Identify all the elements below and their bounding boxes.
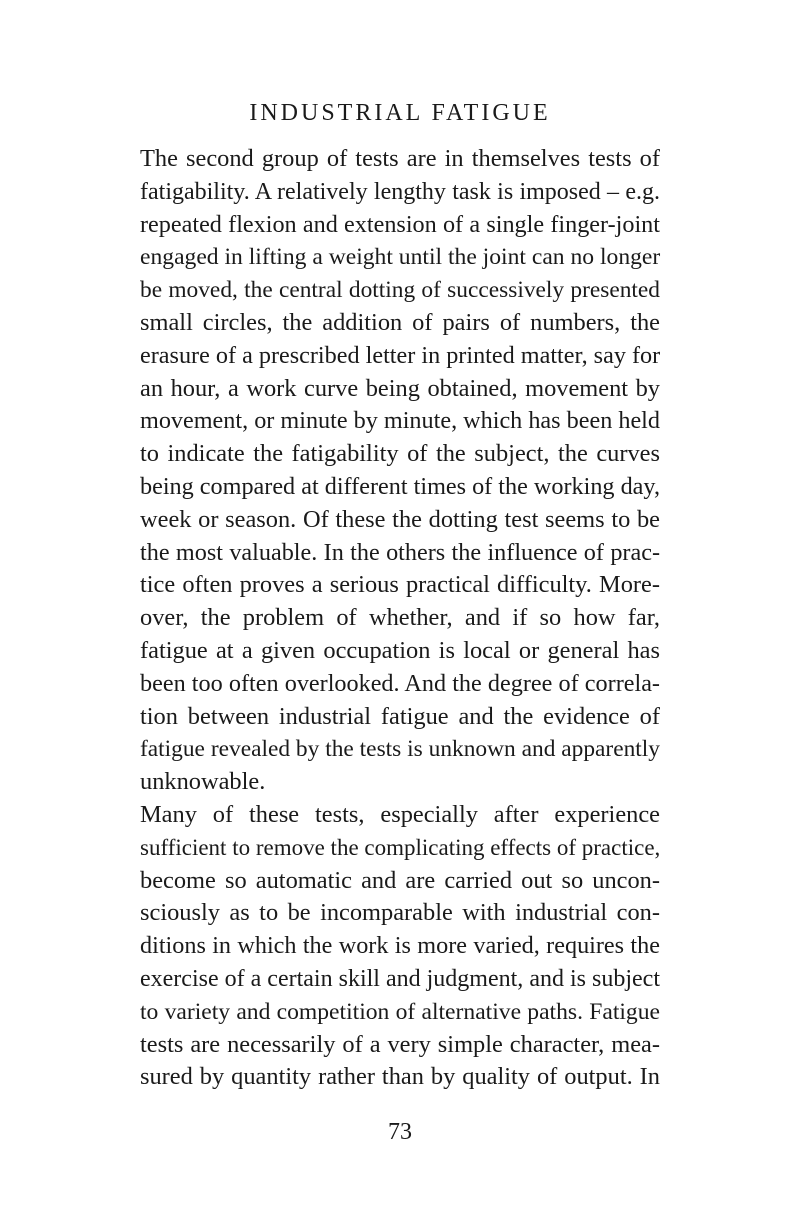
text-line: been too often overlooked. And the degree of correla- [140,669,660,697]
text-line: tice often proves a serious practical difficulty. More- [140,571,660,599]
text-line: sufficient to remove the complicating effects of practice, [140,834,661,860]
text-line: small circles, the addition of pairs of numbers, the [140,308,660,336]
text-line: being compared at different times of the working day, [140,472,660,500]
text-line: to variety and competition of alternative paths. Fatigue [140,998,660,1025]
paragraph-2 [140,799,660,1094]
text-line: erasure of a prescribed letter in printed matter, say for [140,341,661,369]
running-head: INDUSTRIAL FATIGUE [249,100,551,126]
text-line: tion between industrial fatigue and the evidence of [140,702,660,730]
paragraph-1 [140,143,660,799]
text-line: week or season. Of these the dotting test seems to be [140,505,660,533]
text-line: fatigability. A relatively lengthy task is imposed – e.g. [140,178,660,205]
text-line: Many of these tests, especially after experience [140,800,660,828]
text-line: sured by quantity rather than by quality of output. In [140,1063,660,1091]
text-line: fatigue revealed by the tests is unknown and apparently [140,736,660,763]
text-line: The second group of tests are in themselves tests of [140,145,660,172]
text-line: tests are necessarily of a very simple character, mea- [140,1030,660,1058]
text-line: engaged in lifting a weight until the joint can no longer [140,244,661,271]
text-line: movement, or minute by minute, which has been held [140,407,660,435]
text-line: repeated flexion and extension of a single finger-joint [140,210,660,238]
text-line: fatigue at a given occupation is local or general has [140,636,660,664]
text-line: be moved, the central dotting of successively presented [140,277,660,304]
text-line: an hour, a work curve being obtained, movement by [140,374,660,402]
text-line: to indicate the fatigability of the subject, the curves [140,440,660,468]
body-text [140,143,660,1094]
text-line: unknowable. [140,768,266,796]
page-number: 73 [388,1119,412,1145]
text-line: the most valuable. In the others the influence of prac- [140,538,660,566]
text-line: ditions in which the work is more varied, requires the [140,932,660,960]
text-line: sciously as to be incomparable with industrial con- [140,899,660,927]
text-line: exercise of a certain skill and judgment, and is subject [140,965,660,992]
text-line: over, the problem of whether, and if so how far, [140,604,660,632]
text-line: become so automatic and are carried out so uncon- [140,866,660,894]
